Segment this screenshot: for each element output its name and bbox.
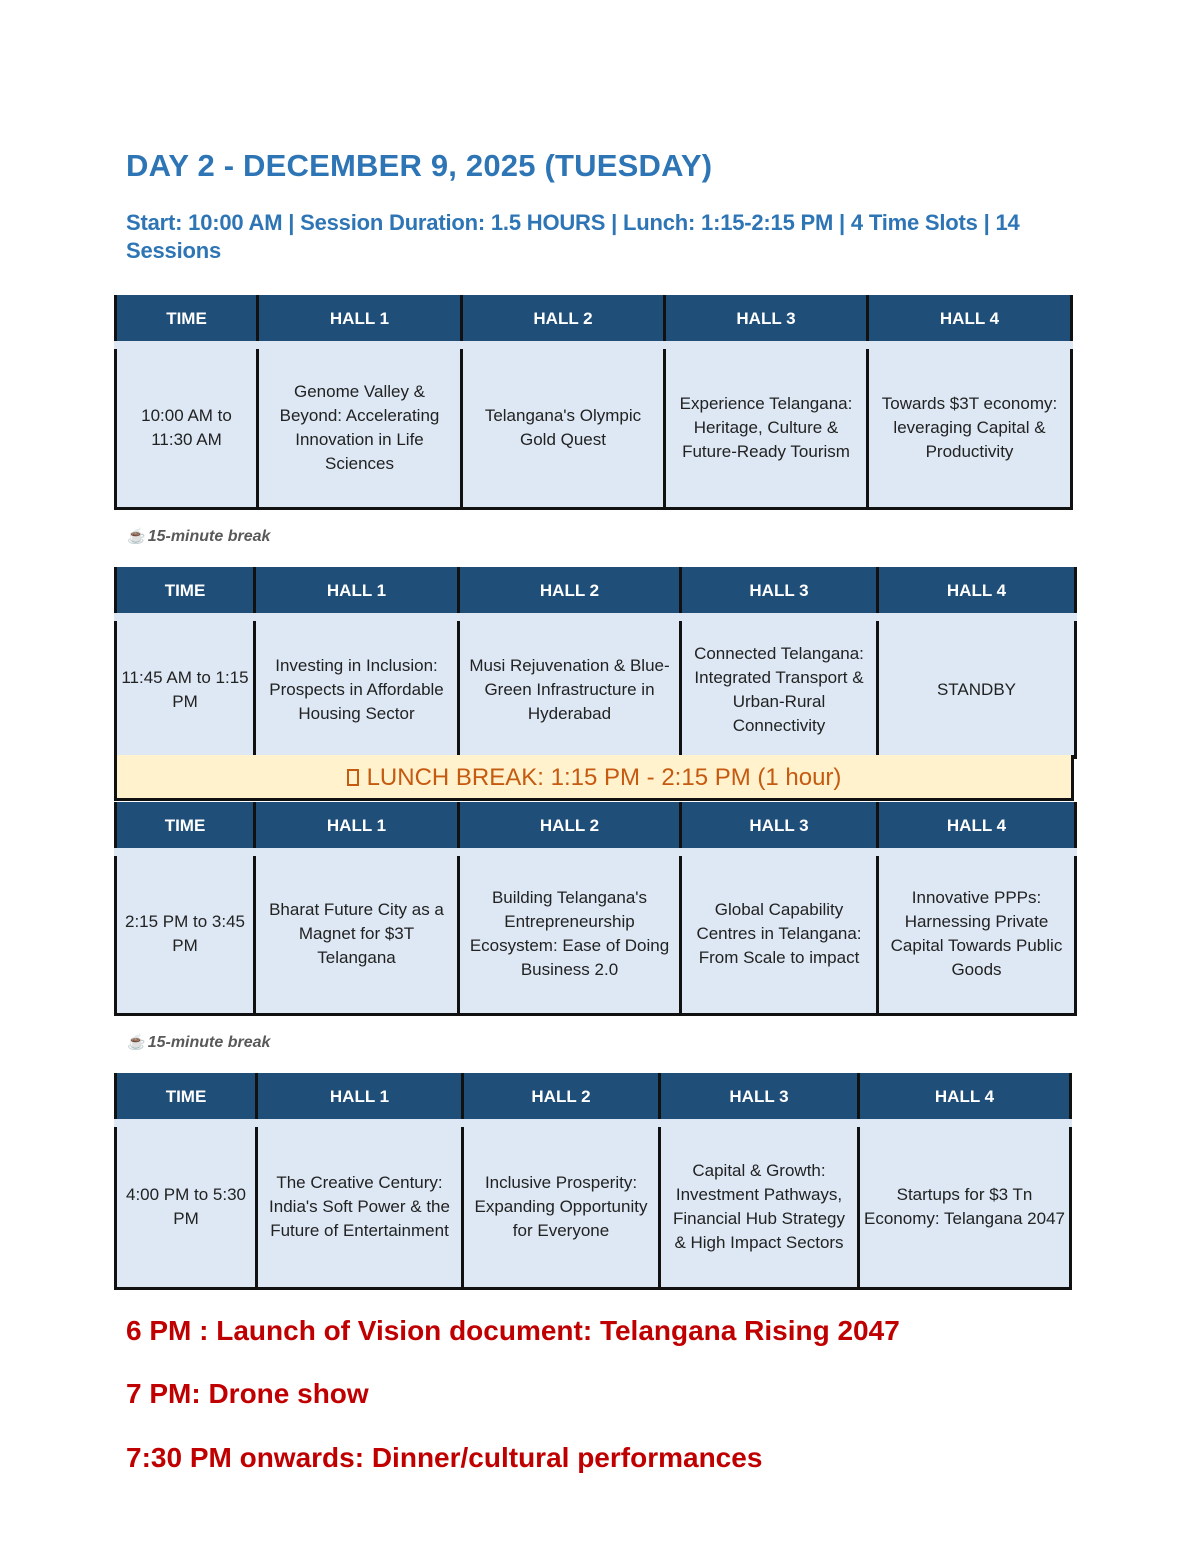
table-row [116,345,1072,508]
session-cell: Investing in Inclusion: Prospects in Affordable Housing Sector [255,617,459,759]
lunch-break-banner [114,755,1074,801]
schedule-table-slot-1 [114,295,1073,510]
evening-event-vision-launch: 6 PM : Launch of Vision document: Telangana Rising 2047 [126,1315,900,1346]
col-header-time: TIME [116,296,258,345]
short-break-label: 15-minute break [147,1034,271,1051]
time-cell: 11:45 AM to 1:15 PM [116,617,255,759]
col-header-hall-2: HALL 2 [463,1074,660,1123]
session-cell: Genome Valley & Beyond: Accelerating Innovation in Life Sciences [258,345,462,508]
time-cell: 4:00 PM to 5:30 PM [116,1123,257,1288]
session-cell: STANDBY [878,617,1076,759]
evening-event-drone-show: 7 PM: Drone show [126,1378,369,1409]
page-title: DAY 2 - DECEMBER 9, 2025 (TUESDAY) [126,148,713,183]
time-cell: 2:15 PM to 3:45 PM [116,852,255,1014]
col-header-hall-1: HALL 1 [255,803,459,852]
time-cell: 10:00 AM to 11:30 AM [116,345,258,508]
table-header-row [116,803,1076,852]
col-header-hall-4: HALL 4 [878,568,1076,617]
session-cell: Innovative PPPs: Harnessing Private Capital Towards Public Goods [878,852,1076,1014]
coffee-cup-icon: ☕ [127,1034,146,1051]
missing-glyph-icon [347,769,359,786]
session-cell: Global Capability Centres in Telangana: From Scale to impact [681,852,878,1014]
col-header-hall-4: HALL 4 [878,803,1076,852]
session-cell: Bharat Future City as a Magnet for $3T Telangana [255,852,459,1014]
col-header-hall-2: HALL 2 [459,568,681,617]
short-break-note [127,1033,270,1052]
lunch-break-label: LUNCH BREAK: 1:15 PM - 2:15 PM (1 hour) [366,764,842,791]
session-cell: Connected Telangana: Integrated Transport & Urban-Rural Connectivity [681,617,878,759]
short-break-label: 15-minute break [147,528,271,545]
col-header-hall-2: HALL 2 [459,803,681,852]
col-header-time: TIME [116,1074,257,1123]
session-cell: Experience Telangana: Heritage, Culture & Future-Ready Tourism [665,345,868,508]
session-cell: Musi Rejuvenation & Blue-Green Infrastructure in Hyderabad [459,617,681,759]
table-header-row [116,296,1072,345]
col-header-time: TIME [116,803,255,852]
evening-event-dinner: 7:30 PM onwards: Dinner/cultural performances [126,1442,763,1473]
col-header-hall-2: HALL 2 [462,296,665,345]
short-break-note [127,527,270,546]
col-header-time: TIME [116,568,255,617]
col-header-hall-1: HALL 1 [258,296,462,345]
session-cell: Building Telangana's Entrepreneurship Ecosystem: Ease of Doing Business 2.0 [459,852,681,1014]
session-cell: Inclusive Prosperity: Expanding Opportunity for Everyone [463,1123,660,1288]
col-header-hall-4: HALL 4 [868,296,1072,345]
schedule-table-slot-2 [114,567,1077,759]
schedule-table-slot-4 [114,1073,1072,1290]
col-header-hall-1: HALL 1 [255,568,459,617]
session-cell: Startups for $3 Tn Economy: Telangana 2047 [859,1123,1071,1288]
coffee-cup-icon: ☕ [127,528,146,545]
session-cell: Capital & Growth: Investment Pathways, Financial Hub Strategy & High Impact Sectors [660,1123,859,1288]
session-cell: Telangana's Olympic Gold Quest [462,345,665,508]
schedule-table-slot-3 [114,802,1077,1016]
table-header-row [116,568,1076,617]
table-row [116,617,1076,759]
col-header-hall-3: HALL 3 [660,1074,859,1123]
table-header-row [116,1074,1071,1123]
schedule-summary: Start: 10:00 AM | Session Duration: 1.5 HOURS | Lunch: 1:15-2:15 PM | 4 Time Slots | 14 Sessions [126,210,1020,263]
col-header-hall-3: HALL 3 [665,296,868,345]
col-header-hall-3: HALL 3 [681,803,878,852]
table-row [116,852,1076,1014]
col-header-hall-4: HALL 4 [859,1074,1071,1123]
col-header-hall-1: HALL 1 [257,1074,463,1123]
session-cell: Towards $3T economy: leveraging Capital & Productivity [868,345,1072,508]
table-row [116,1123,1071,1288]
session-cell: The Creative Century: India's Soft Power & the Future of Entertainment [257,1123,463,1288]
col-header-hall-3: HALL 3 [681,568,878,617]
